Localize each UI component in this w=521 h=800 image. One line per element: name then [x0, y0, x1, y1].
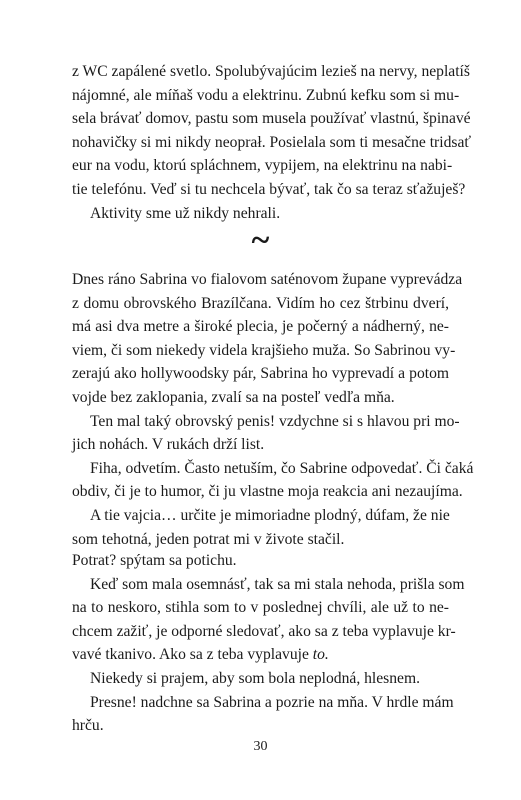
text-line: Fiha, odvetím. Často netuším, čo Sabrine odpovedať. Či čaká — [90, 459, 474, 477]
text-line: Ten mal taký obrovský penis! vzdychne si s hlavou pri mo- — [90, 412, 460, 430]
paragraph-section-2 — [72, 268, 474, 551]
section-separator: ~ — [251, 222, 270, 259]
text-line: A tie vajcia… určite je mimoriadne plodný, dúfam, že nie — [90, 506, 450, 524]
text-line: na to neskoro, stihla som to v poslednej chvíli, ale už to ne- — [72, 599, 449, 617]
text-line: jich nohách. V rukách drží list. — [72, 436, 265, 454]
text-line: sela brávať domov, pastu som musela používať vlastnú, špinavé — [72, 110, 471, 128]
text-line: obdiv, či je to humor, či ju vlastne moja reakcia ani nezaujíma. — [72, 483, 463, 501]
text-line: chcem zažiť, je odporné sledovať, ako sa z teba vyplavuje kr- — [72, 622, 456, 640]
text-line: zerajú ako hollywoodsky pár, Sabrina ho vyprevadí a potom — [72, 365, 449, 383]
paragraph-section-3 — [72, 549, 465, 738]
text-line: nohavičky si mi nikdy neoprał. Posielala som ti mesačne tridsať — [72, 133, 472, 151]
text-line: tie telefónu. Veď si tu nechcela bývať, tak čo sa teraz sťažuješ? — [72, 180, 466, 198]
emphasized-word: to. — [312, 646, 329, 664]
text-line: má asi dva metre a široké plecia, je počerný a nádherný, ne- — [72, 318, 449, 336]
text-line: Potrat? spýtam sa potichu. — [72, 552, 237, 569]
text-line: nájomné, ale míňaš vodu a elektrinu. Zubnú kefku som si mu- — [72, 86, 460, 104]
text-line: eur na vodu, ktorú spláchnem, vypijem, na elektrinu na nabi- — [72, 157, 453, 175]
text-line: Keď som mala osemnásť, tak sa mi stala nehoda, prišla som — [90, 575, 465, 593]
text-line: Aktivity sme už nikdy nehrali. — [90, 204, 281, 222]
text-fragment: vavé tkanivo. Ako sa z teba vyplavuje — [72, 646, 309, 664]
text-line — [72, 643, 449, 667]
text-line: z WC zapálené svetlo. Spolubývajúcim lezieš na nervy, neplatíš — [72, 63, 470, 80]
text-line: vojde bez zaklopania, zvalí sa na posteľ vedľa mňa. — [72, 388, 395, 406]
text-line: Niekedy si prajem, aby som bola neplodná, hlesnem. — [90, 669, 420, 687]
text-line: z domu obrovského Brazílčana. Vidím ho cez štrbinu dverí, — [72, 294, 449, 312]
paragraph-section-1 — [72, 60, 472, 225]
text-line: Presne! nadchne sa Sabrina a pozrie na mňa. V hrdle mám — [90, 693, 454, 711]
text-line: Dnes ráno Sabrina vo fialovom saténovom župane vyprevádza — [72, 271, 463, 288]
text-line: hrču. — [72, 717, 104, 735]
text-line: viem, či som niekedy videla krajšieho muža. So Sabrinou vy- — [72, 341, 456, 359]
text-line: som tehotná, jeden potrat mi v živote stačil. — [72, 530, 345, 548]
page-number: 30 — [253, 739, 268, 754]
